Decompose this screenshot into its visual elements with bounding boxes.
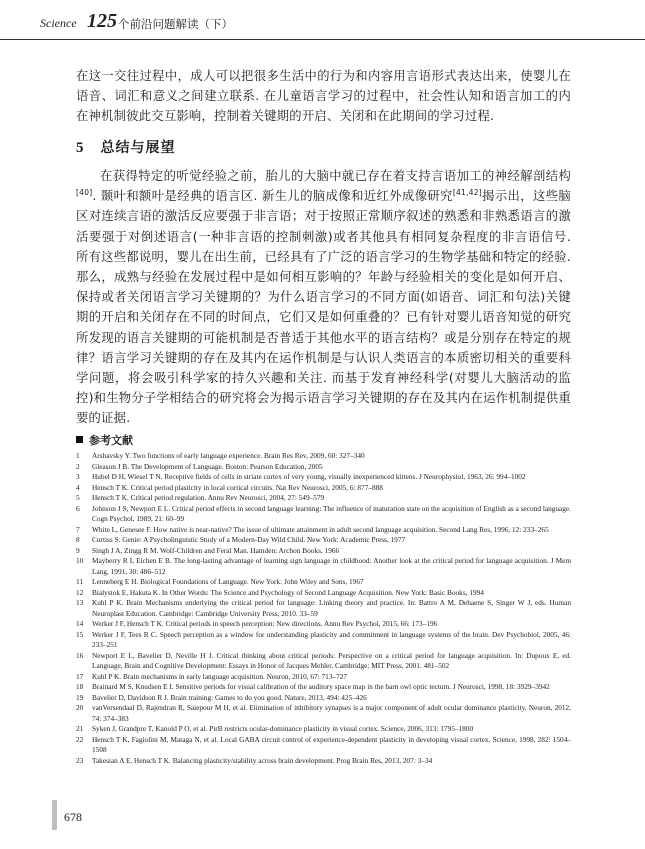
journal-number: 125	[87, 10, 117, 32]
section-body	[76, 166, 571, 429]
section-title: 总结与展望	[100, 140, 176, 156]
header-rule	[0, 39, 645, 40]
reference-text: Singh J A, Zingg R M. Wolf-Children and Feral Man. Hamden: Archon Books, 1966	[92, 545, 340, 555]
reference-item	[76, 756, 571, 767]
citation: [41,42]	[452, 188, 482, 198]
intro-paragraph: 在这一交往过程中，成人可以把很多生活中的行为和内容用言语形式表达出来，使婴儿在语音、词汇和意义之间建立联系. 在儿童语言学习的过程中，社会性认知和语言加工的内在神机制彼此交互影响，控制着关键期的开启、关闭和在此期间的学习过程.	[76, 69, 571, 124]
reference-text: Arshavsky Y. Two functions of early language experience. Brain Res Rev, 2009, 60: 327–340	[92, 451, 365, 460]
section-heading	[76, 137, 176, 157]
reference-number: 13	[76, 598, 84, 607]
square-bullet-icon	[76, 436, 83, 443]
reference-number: 18	[76, 682, 84, 691]
reference-text: Mayberry R I, Eichen E B. The long-lasting advantage of learning sign language in childhood: Another look at the critical period for language acquisition. J Mem Lang, 1991, 30: 486–512	[92, 556, 571, 576]
reference-text: Hubel D H, Wiesel T N. Receptive fields of cells in striate cortex of very young, visually inexperienced kittens. J Neurophysiol, 1963, 26: 994–1002	[92, 472, 526, 481]
reference-number: 9	[76, 545, 80, 555]
reference-text: Johnson J S, Newport E L. Critical period effects in second language learning: The influence of maturation state on the acquisition of English as a second language. Cogn Psychol, 1989, 21: 60–99	[92, 503, 571, 523]
reference-text: Bialystok E, Hakuta K. In Other Words: The Science and Psychology of Second Language Acquisition. New York: Basic Books, 1994	[92, 587, 484, 597]
reference-item	[76, 483, 571, 494]
reference-list	[76, 451, 571, 766]
reference-number: 16	[76, 650, 84, 660]
reference-text: Hensch T K, Fagiolini M, Mataga N, et al. Local GABA circuit control of experience-dependent plasticity in developing visual cortex. Science, 1998, 282: 1504–1508	[92, 734, 571, 754]
reference-number: 4	[76, 482, 80, 492]
reference-text: Gleason J B. The Development of Language. Boston: Pearson Education, 2005	[92, 461, 323, 471]
reference-text: vanVersendaal D, Rajendran R, Saiepour M H, et al. Elimination of inhibitory synapses is a major component of adult ocular dominance plasticity. Neuron, 2012, 74: 374–383	[92, 703, 571, 723]
reference-number: 22	[76, 734, 84, 744]
journal-name: Science	[40, 16, 77, 30]
reference-item	[76, 493, 571, 504]
reference-text: Newport E L, Bavelier D, Neville H J. Critical thinking about critical periods: Perspective on a critical period for language acquisition. In: Dupoux E, ed. Language, Brain and Cognitive Development: Essays in Honor of Jacques Mehler. Cambridge: MIT Press, 2001. 481–502	[92, 650, 571, 670]
reference-number: 19	[76, 692, 84, 702]
reference-number: 5	[76, 493, 80, 502]
body-text: 在获得特定的听觉经验之前，胎儿的大脑中就已存在着支持言语加工的神经解剖结构	[100, 169, 571, 183]
reference-number: 8	[76, 535, 80, 544]
reference-item	[76, 535, 571, 546]
reference-text: Kuhl P K. Brain Mechanisms underlying the critical period for language: Linking theory and practice. In: Battro A M, Dehaene S, Singer W J, eds. Human Neuroplast Education. Cambridge: Cambridge University Press, 2010. 33–59	[92, 598, 571, 618]
reference-item	[76, 735, 571, 756]
references-title: 参考文献	[89, 434, 133, 447]
reference-item	[76, 651, 571, 672]
reference-number: 11	[76, 577, 84, 586]
reference-item	[76, 577, 571, 588]
reference-item	[76, 630, 571, 651]
reference-item	[76, 472, 571, 483]
reference-number: 17	[76, 671, 84, 681]
reference-text: Curtiss S. Genie: A Psycholinguistic Study of a Modern-Day Wild Child. New York: Academic Press, 1977	[92, 535, 406, 544]
references-heading	[76, 432, 133, 448]
reference-text: Bavelier D, Davidson R J. Brain training: Games to do you good. Nature, 2013, 494: 425–426	[92, 692, 367, 702]
reference-item	[76, 588, 571, 599]
reference-number: 1	[76, 451, 80, 460]
reference-text: Lenneberg E H. Biological Foundations of Language. New York: John Wiley and Sons, 1967	[92, 577, 364, 586]
reference-text: Werker J F, Hensch T K. Critical periods in speech perception: New directions. Annu Rev Psychol, 2015, 66: 173–196	[92, 619, 438, 628]
reference-text: Brainard M S, Knudsen E I. Sensitive periods for visual calibration of the auditory space map in the barn owl optic tectum. J Neurosci, 1998, 18: 3929–3942	[92, 682, 550, 691]
reference-number: 10	[76, 556, 84, 565]
reference-text: White L, Genesee F. How native is near-native? The issue of ultimate attainment in adult second language acquisition. Second Lang Res, 1996, 12: 233–265	[92, 524, 549, 534]
reference-text: Hensch T K. Critical period plasticity in local cortical circuits. Nat Rev Neurosci, 2005, 6: 877–888	[92, 482, 383, 492]
reference-text: Werker J F, Tees R C. Speech perception as a window for understanding plasticity and commitment in language systems of the brain. Dev Psychobiol, 2005, 46: 233–251	[92, 629, 571, 649]
reference-number: 12	[76, 587, 84, 597]
citation: [40]	[76, 188, 93, 198]
section-number: 5	[76, 140, 85, 156]
reference-item	[76, 693, 571, 704]
reference-item	[76, 682, 571, 693]
reference-text: Takesian A E, Hensch T K. Balancing plasticity/stability across brain development. Prog Brain Res, 2013, 207: 3–34	[92, 755, 433, 765]
reference-number: 21	[76, 724, 84, 733]
reference-item	[76, 451, 571, 462]
footer-bar	[52, 800, 57, 830]
reference-number: 2	[76, 461, 80, 471]
reference-text: Syken J, Grandpre T, Kanold P O, et al. PirB restricts ocular-dominance plasticity in visual cortex. Science, 2006, 313: 1795–1800	[92, 724, 474, 733]
reference-text: Kuhl P K. Brain mechanisms in early language acquisition. Neuron, 2010, 67: 713–727	[92, 671, 348, 681]
reference-item	[76, 504, 571, 525]
reference-item	[76, 703, 571, 724]
reference-item	[76, 672, 571, 683]
reference-number: 14	[76, 619, 84, 628]
reference-number: 6	[76, 503, 80, 513]
reference-number: 7	[76, 524, 80, 534]
reference-text: Hensch T K. Critical period regulation. Annu Rev Neurosci, 2004, 27: 549–579	[92, 493, 325, 502]
reference-number: 15	[76, 629, 84, 639]
running-header	[0, 10, 645, 36]
series-title: 个前沿问题解读（下）	[118, 17, 233, 31]
body-text: 揭示出，这些脑区对连续言语的激活反应要强于非言语；对于按照正常顺序叙述的熟悉和非熟悉语言的激活要强于对倒述语言(一种非言语的控制刺激)或者其他具有相同复杂程度的非言语信号. 所有这些都说明，婴儿在出生前，已经具有了广泛的语言学习的生物学基础和特定的经验. 那么，成熟与经验在发展过程中是如何相互影响的？年龄与经验相关的变化是如何开启、保持或者关闭语言学习关键期的？为什么语言学习的不同方面(如语音、词汇和句法)关键期的开启和关闭存在不同的时间点，它们又是如何重叠的？已有针对婴儿语音知觉的研究所发现的语言关键期的可能机制是否普适于其他水平的语言结构？或是分别存在特定的规律？语言学习关键期的存在及其内在运作机制是与认识人类语言的本质密切相关的重要科学问题，将会吸引科学家的持久兴趣和关注. 而基于发育神经科学(对婴儿大脑活动的监控)和生物分子学相结合的研究将会为揭示语言学习关键期的存在及其内在运作机制提供重要的证据.	[76, 189, 571, 426]
reference-item	[76, 556, 571, 577]
reference-number: 23	[76, 755, 84, 765]
reference-item	[76, 598, 571, 619]
reference-item	[76, 619, 571, 630]
reference-number: 3	[76, 472, 80, 481]
reference-item	[76, 724, 571, 735]
reference-number: 20	[76, 703, 84, 712]
reference-item	[76, 462, 571, 473]
reference-item	[76, 546, 571, 557]
page-number: 678	[64, 810, 82, 824]
reference-item	[76, 525, 571, 536]
body-text: . 颞叶和额叶是经典的语言区. 新生儿的脑成像和近红外成像研究	[92, 189, 453, 204]
